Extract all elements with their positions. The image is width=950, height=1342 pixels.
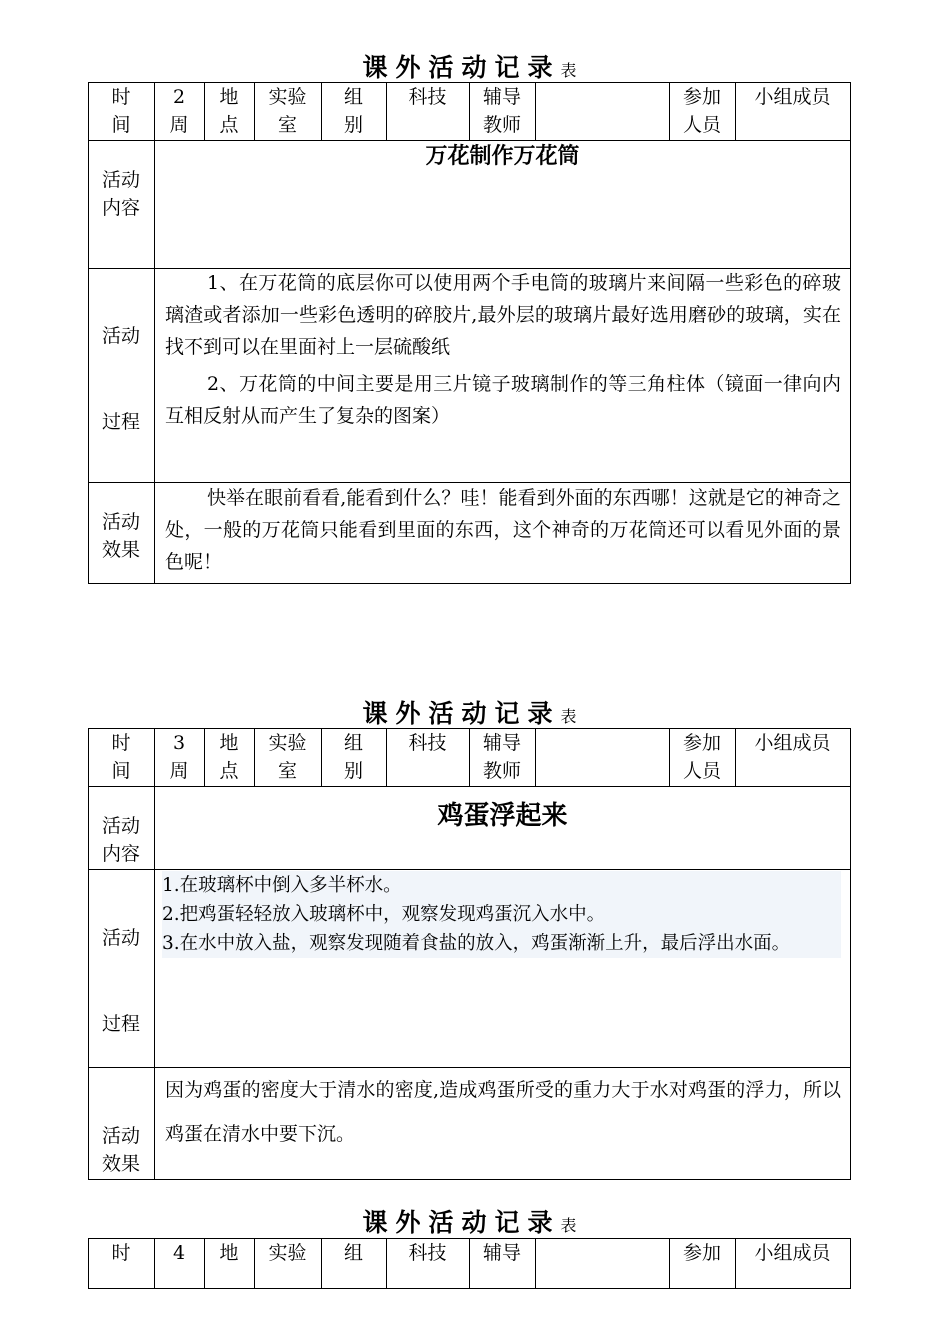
place-value: 实验 室 [268, 86, 307, 136]
week-value: 4 [172, 1242, 186, 1264]
record-title-text: 课外活动记录 [362, 1208, 561, 1237]
process-step-3: 3.在水中放入盐，观察发现随着食盐的放入，鸡蛋渐渐上升，最后浮出水面。 [162, 929, 841, 958]
time-label: 时 间 [111, 86, 131, 136]
record-title-text: 课外活动记录 [362, 699, 561, 728]
process-label-bottom: 过程 [101, 411, 140, 433]
advisor-label: 辅导 教师 [482, 732, 521, 782]
record-title-suffix: 表 [560, 707, 577, 726]
group-value: 科技 [408, 86, 447, 108]
process-label-bottom: 过程 [101, 1013, 140, 1035]
participants-label: 参加 人员 [682, 86, 721, 136]
process-step-1: 1、在万花筒的底层你可以使用两个手电筒的玻璃片来间隔一些彩色的碎玻璃渣或者添加一些彩色透明的碎胶片,最外层的玻璃片最好选用磨砂的玻璃，实在找不到可以在里面衬上一层硫酸纸 [165, 272, 841, 358]
activity-title: 万花制作万花筒 [425, 144, 580, 169]
record-table-1 [88, 82, 851, 584]
record-title-suffix: 表 [560, 61, 577, 80]
time-label: 时 间 [111, 732, 131, 782]
record-title [88, 1208, 851, 1241]
group-value: 科技 [408, 1242, 447, 1264]
content-label: 活动 内容 [101, 815, 140, 865]
members-label: 小组成员 [754, 1242, 831, 1264]
participants-label: 参加 人员 [682, 732, 721, 782]
process-step-2: 2.把鸡蛋轻轻放入玻璃杯中，观察发现鸡蛋沉入水中。 [162, 900, 841, 929]
group-label: 组 别 [343, 86, 363, 136]
advisor-label: 辅导 教师 [482, 86, 521, 136]
place-label: 地 [219, 1242, 239, 1264]
participants-label: 参加 [682, 1242, 721, 1264]
record-title-suffix: 表 [560, 1216, 577, 1235]
place-label: 地 点 [219, 86, 239, 136]
process-label-top: 活动 [101, 325, 140, 347]
record-title-text: 课外活动记录 [362, 53, 561, 82]
effect-label: 活动 效果 [101, 511, 140, 561]
effect-label: 活动 效果 [101, 1125, 140, 1175]
record-table-2 [88, 728, 851, 1180]
group-label: 组 [343, 1242, 363, 1264]
place-value: 实验 [268, 1242, 307, 1264]
place-label: 地 点 [219, 732, 239, 782]
advisor-label: 辅导 [482, 1242, 521, 1264]
effect-text: 快举在眼前看看,能看到什么？哇！能看到外面的东西哪！这就是它的神奇之处，一般的万花筒只能看到里面的东西，这个神奇的万花筒还可以看见外面的景色呢！ [165, 487, 841, 573]
process-label-top: 活动 [101, 927, 140, 949]
process-step-1: 1.在玻璃杯中倒入多半杯水。 [162, 871, 841, 900]
group-value: 科技 [408, 732, 447, 754]
record-table-3 [88, 1238, 851, 1290]
place-value: 实验 室 [268, 732, 307, 782]
week-value: 2 周 [169, 86, 189, 136]
activity-title: 鸡蛋浮起来 [437, 801, 568, 831]
group-label: 组 别 [343, 732, 363, 782]
effect-text: 因为鸡蛋的密度大于清水的密度,造成鸡蛋所受的重力大于水对鸡蛋的浮力，所以鸡蛋在清水中要下沉。 [165, 1079, 841, 1145]
process-step-2: 2、万花筒的中间主要是用三片镜子玻璃制作的等三角柱体（镜面一律向内互相反射从而产生了复杂的图案） [165, 373, 841, 427]
members-label: 小组成员 [754, 86, 831, 108]
process-steps [162, 871, 841, 958]
time-label: 时 [111, 1242, 131, 1264]
members-label: 小组成员 [754, 732, 831, 754]
content-label: 活动 内容 [101, 169, 140, 219]
week-value: 3 周 [169, 732, 189, 782]
